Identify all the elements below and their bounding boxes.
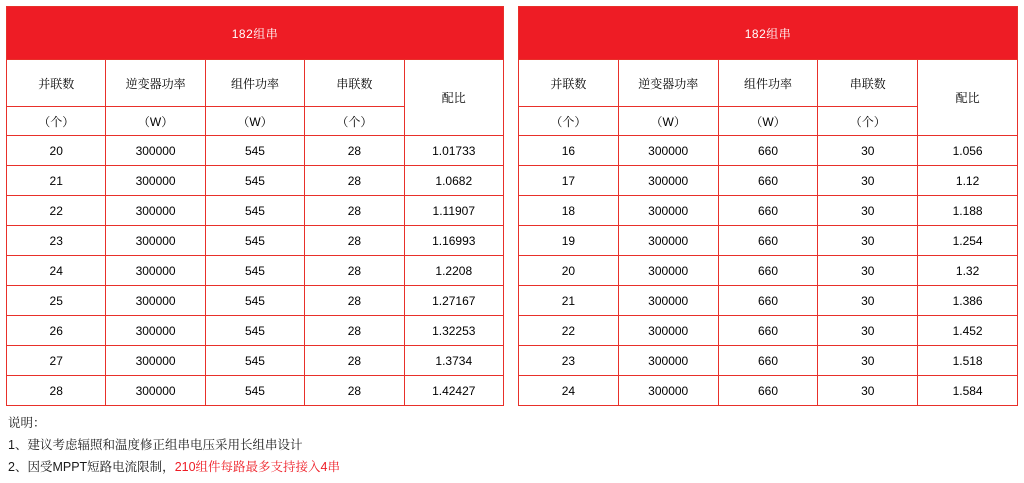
cell-parallel-count: 24 xyxy=(7,256,106,286)
notes-section xyxy=(8,412,340,478)
cell-inverter-power: 300000 xyxy=(106,256,205,286)
table-header-row xyxy=(519,60,1018,107)
cell-module-power: 660 xyxy=(718,136,818,166)
cell-ratio: 1.518 xyxy=(918,346,1018,376)
cell-ratio: 1.11907 xyxy=(404,196,503,226)
cell-ratio: 1.254 xyxy=(918,226,1018,256)
cell-inverter-power: 300000 xyxy=(618,256,718,286)
cell-parallel-count: 24 xyxy=(519,376,619,406)
cell-ratio: 1.452 xyxy=(918,316,1018,346)
cell-inverter-power: 300000 xyxy=(618,136,718,166)
cell-ratio: 1.27167 xyxy=(404,286,503,316)
cell-inverter-power: 300000 xyxy=(106,316,205,346)
cell-series-count: 28 xyxy=(305,256,404,286)
note-line-2-highlight: 210组件每路最多支持接入4串 xyxy=(174,460,340,474)
spec-table-left-wrapper xyxy=(6,6,504,406)
cell-module-power: 660 xyxy=(718,196,818,226)
table-title-row xyxy=(519,7,1018,60)
column-unit-inverter-power: （W） xyxy=(618,107,718,136)
table-row xyxy=(7,286,504,316)
cell-ratio: 1.386 xyxy=(918,286,1018,316)
cell-inverter-power: 300000 xyxy=(618,316,718,346)
cell-ratio: 1.0682 xyxy=(404,166,503,196)
cell-series-count: 30 xyxy=(818,226,918,256)
cell-ratio: 1.056 xyxy=(918,136,1018,166)
table-row xyxy=(519,256,1018,286)
cell-parallel-count: 21 xyxy=(7,166,106,196)
cell-parallel-count: 20 xyxy=(7,136,106,166)
table-row xyxy=(519,286,1018,316)
cell-inverter-power: 300000 xyxy=(106,136,205,166)
cell-parallel-count: 25 xyxy=(7,286,106,316)
cell-parallel-count: 27 xyxy=(7,346,106,376)
cell-inverter-power: 300000 xyxy=(106,166,205,196)
cell-series-count: 28 xyxy=(305,316,404,346)
table-row xyxy=(7,256,504,286)
cell-module-power: 660 xyxy=(718,286,818,316)
cell-inverter-power: 300000 xyxy=(106,286,205,316)
table-title: 182组串 xyxy=(7,7,504,60)
column-unit-series-count: （个） xyxy=(818,107,918,136)
cell-series-count: 30 xyxy=(818,166,918,196)
table-row xyxy=(7,166,504,196)
cell-inverter-power: 300000 xyxy=(106,226,205,256)
column-header-ratio: 配比 xyxy=(918,60,1018,136)
cell-module-power: 660 xyxy=(718,166,818,196)
cell-ratio: 1.2208 xyxy=(404,256,503,286)
cell-series-count: 30 xyxy=(818,136,918,166)
cell-parallel-count: 23 xyxy=(519,346,619,376)
note-line-1: 1、建议考虑辐照和温度修正组串电压采用长组串设计 xyxy=(8,438,303,452)
cell-series-count: 28 xyxy=(305,166,404,196)
cell-parallel-count: 26 xyxy=(7,316,106,346)
cell-ratio: 1.32253 xyxy=(404,316,503,346)
cell-module-power: 545 xyxy=(205,316,304,346)
cell-module-power: 545 xyxy=(205,346,304,376)
cell-parallel-count: 28 xyxy=(7,376,106,406)
cell-ratio: 1.32 xyxy=(918,256,1018,286)
cell-module-power: 545 xyxy=(205,166,304,196)
cell-parallel-count: 17 xyxy=(519,166,619,196)
cell-module-power: 545 xyxy=(205,226,304,256)
cell-parallel-count: 22 xyxy=(7,196,106,226)
table-row xyxy=(7,196,504,226)
table-row xyxy=(519,316,1018,346)
spec-table-right-wrapper xyxy=(518,6,1018,406)
cell-module-power: 660 xyxy=(718,316,818,346)
cell-inverter-power: 300000 xyxy=(618,166,718,196)
cell-series-count: 30 xyxy=(818,346,918,376)
cell-module-power: 660 xyxy=(718,226,818,256)
cell-inverter-power: 300000 xyxy=(618,376,718,406)
column-header-parallel-count: 并联数 xyxy=(519,60,619,107)
cell-parallel-count: 16 xyxy=(519,136,619,166)
table-title-row xyxy=(7,7,504,60)
cell-module-power: 660 xyxy=(718,346,818,376)
cell-series-count: 30 xyxy=(818,316,918,346)
cell-series-count: 28 xyxy=(305,136,404,166)
cell-series-count: 30 xyxy=(818,376,918,406)
table-row xyxy=(519,346,1018,376)
cell-module-power: 660 xyxy=(718,256,818,286)
cell-series-count: 28 xyxy=(305,286,404,316)
cell-ratio: 1.12 xyxy=(918,166,1018,196)
table-title: 182组串 xyxy=(519,7,1018,60)
column-unit-parallel-count: （个） xyxy=(7,107,106,136)
column-unit-parallel-count: （个） xyxy=(519,107,619,136)
cell-inverter-power: 300000 xyxy=(618,196,718,226)
spec-table-left xyxy=(6,6,504,406)
cell-ratio: 1.188 xyxy=(918,196,1018,226)
cell-module-power: 545 xyxy=(205,196,304,226)
table-row xyxy=(7,136,504,166)
column-header-module-power: 组件功率 xyxy=(205,60,304,107)
note-line-2 xyxy=(8,456,340,478)
cell-ratio: 1.01733 xyxy=(404,136,503,166)
cell-parallel-count: 20 xyxy=(519,256,619,286)
table-row xyxy=(7,316,504,346)
cell-inverter-power: 300000 xyxy=(106,376,205,406)
cell-parallel-count: 19 xyxy=(519,226,619,256)
column-header-module-power: 组件功率 xyxy=(718,60,818,107)
table-row xyxy=(519,196,1018,226)
column-header-inverter-power: 逆变器功率 xyxy=(618,60,718,107)
table-row xyxy=(519,226,1018,256)
table-header-row xyxy=(7,60,504,107)
cell-parallel-count: 22 xyxy=(519,316,619,346)
cell-series-count: 28 xyxy=(305,346,404,376)
notes-heading: 说明： xyxy=(8,416,46,430)
column-header-series-count: 串联数 xyxy=(818,60,918,107)
note-line-2-prefix: 2、因受MPPT短路电流限制， xyxy=(8,460,175,474)
cell-ratio: 1.584 xyxy=(918,376,1018,406)
cell-inverter-power: 300000 xyxy=(618,346,718,376)
cell-inverter-power: 300000 xyxy=(618,286,718,316)
cell-module-power: 545 xyxy=(205,256,304,286)
table-row xyxy=(519,166,1018,196)
column-header-parallel-count: 并联数 xyxy=(7,60,106,107)
table-row xyxy=(7,376,504,406)
column-unit-module-power: （W） xyxy=(718,107,818,136)
table-row xyxy=(7,346,504,376)
table-row xyxy=(519,136,1018,166)
cell-ratio: 1.16993 xyxy=(404,226,503,256)
spec-table-right xyxy=(518,6,1018,406)
cell-parallel-count: 18 xyxy=(519,196,619,226)
cell-series-count: 30 xyxy=(818,196,918,226)
column-header-series-count: 串联数 xyxy=(305,60,404,107)
cell-ratio: 1.42427 xyxy=(404,376,503,406)
cell-series-count: 28 xyxy=(305,196,404,226)
cell-series-count: 28 xyxy=(305,226,404,256)
column-header-inverter-power: 逆变器功率 xyxy=(106,60,205,107)
cell-series-count: 30 xyxy=(818,256,918,286)
table-row xyxy=(519,376,1018,406)
cell-module-power: 545 xyxy=(205,136,304,166)
cell-parallel-count: 21 xyxy=(519,286,619,316)
column-unit-inverter-power: （W） xyxy=(106,107,205,136)
table-row xyxy=(7,226,504,256)
cell-parallel-count: 23 xyxy=(7,226,106,256)
column-header-ratio: 配比 xyxy=(404,60,503,136)
cell-module-power: 545 xyxy=(205,286,304,316)
column-unit-module-power: （W） xyxy=(205,107,304,136)
cell-ratio: 1.3734 xyxy=(404,346,503,376)
cell-inverter-power: 300000 xyxy=(618,226,718,256)
cell-series-count: 30 xyxy=(818,286,918,316)
cell-module-power: 660 xyxy=(718,376,818,406)
cell-inverter-power: 300000 xyxy=(106,196,205,226)
cell-series-count: 28 xyxy=(305,376,404,406)
column-unit-series-count: （个） xyxy=(305,107,404,136)
cell-module-power: 545 xyxy=(205,376,304,406)
cell-inverter-power: 300000 xyxy=(106,346,205,376)
